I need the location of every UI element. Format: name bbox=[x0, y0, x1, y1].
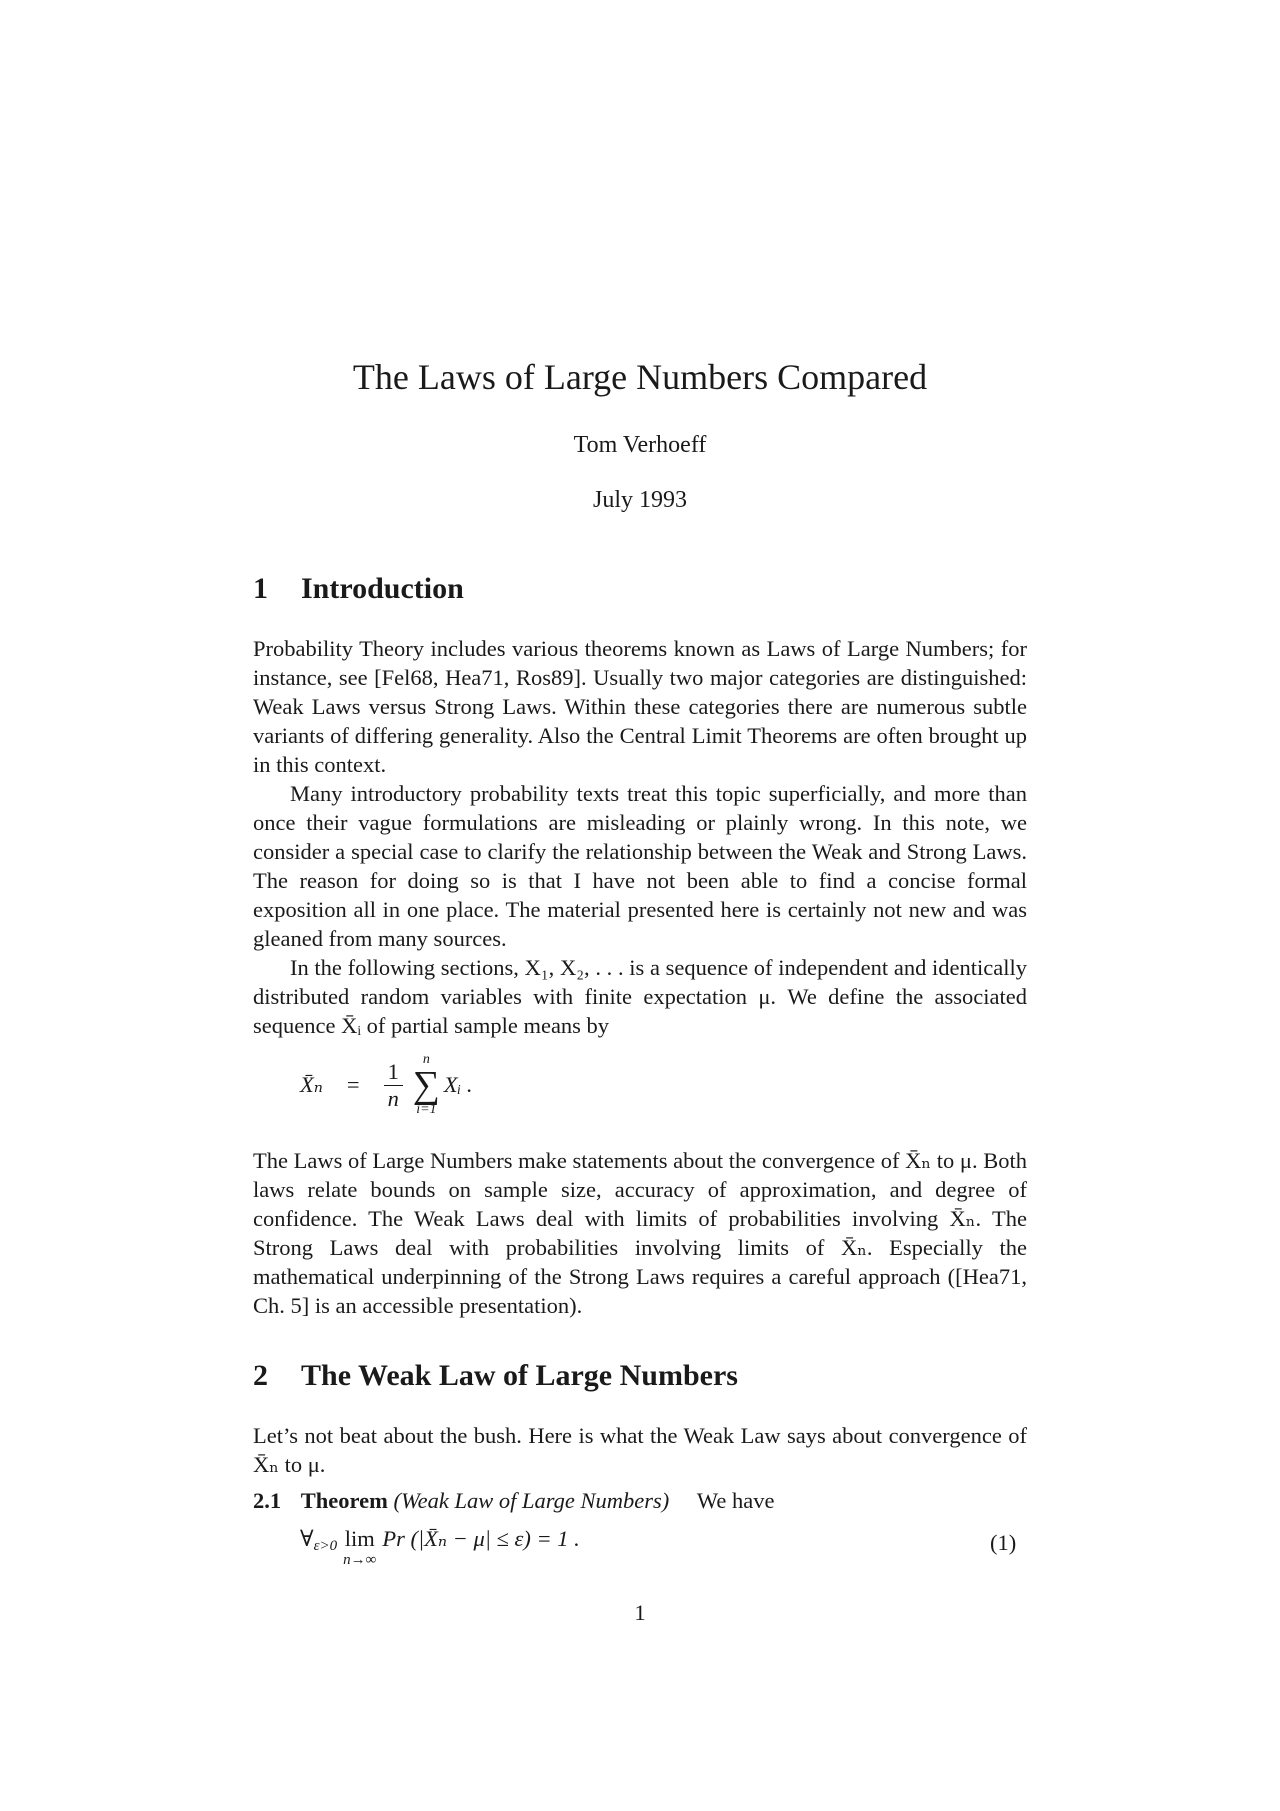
fraction-numerator: 1 bbox=[384, 1059, 403, 1086]
equation-number: (1) bbox=[990, 1530, 1017, 1555]
section-title: The Weak Law of Large Numbers bbox=[301, 1359, 738, 1392]
section-heading-weak-law bbox=[253, 1358, 738, 1394]
paragraph: In the following sections, X₁, X₂, . . . is a sequence of independent and identically distributed random variables with finite expectation μ. We define the associated sequence X̄ᵢ of partial sample means by bbox=[253, 955, 1027, 1038]
fraction bbox=[384, 1059, 403, 1112]
theorem-name: (Weak Law of Large Numbers) bbox=[393, 1488, 670, 1513]
paragraph: Let’s not beat about the bush. Here is what the Weak Law says about convergence of X̄ₙ to μ. bbox=[253, 1423, 1027, 1477]
section-heading-introduction bbox=[253, 571, 464, 607]
theorem-lead: We have bbox=[696, 1488, 775, 1513]
section-title: Introduction bbox=[301, 572, 464, 605]
introduction-conclusion bbox=[253, 1146, 1027, 1320]
paragraph: Probability Theory includes various theorems known as Laws of Large Numbers; for instance, see [Fel68, Hea71, Ros89]. Usually two major categories are distinguished: Weak Laws versus Strong Laws. Within these categories there are numerous subtle variants of differing generality. Also the Central Limit Theorems are often brought up in this context. bbox=[253, 636, 1027, 777]
section-number: 2 bbox=[253, 1359, 268, 1392]
forall-symbol: ∀ bbox=[300, 1526, 314, 1551]
lim-word: lim bbox=[344, 1526, 375, 1551]
sigma-symbol: ∑ bbox=[412, 1064, 440, 1106]
sum-lower-limit: i=1 bbox=[416, 1102, 437, 1117]
theorem-number: 2.1 bbox=[253, 1488, 282, 1513]
page-number: 1 bbox=[634, 1600, 646, 1625]
paragraph: Many introductory probability texts treat this topic superficially, and more than once their vague formulations are misleading or plainly wrong. In this note, we consider a special case to clarify the relationship between the Weak and Strong Laws. The reason for doing so is that I have not been able to find a concise formal exposition all in one place. The material presented here is certainly not new and was gleaned from many sources. bbox=[253, 781, 1027, 951]
paper-date: July 1993 bbox=[592, 487, 687, 513]
theorem-label: Theorem bbox=[300, 1488, 388, 1513]
fraction-denominator: n bbox=[387, 1085, 399, 1111]
paper-author: Tom Verhoeff bbox=[573, 432, 707, 458]
weak-law-body bbox=[253, 1421, 1027, 1479]
introduction-body bbox=[253, 634, 1027, 1040]
summand: Xᵢ . bbox=[443, 1072, 473, 1097]
probability-expression: Pr (|X̄ₙ − μ| ≤ ε) = 1 . bbox=[382, 1526, 580, 1551]
sample-mean-equation bbox=[300, 1052, 472, 1118]
paper-title: The Laws of Large Numbers Compared bbox=[352, 357, 928, 397]
sum-upper-limit: n bbox=[422, 1052, 430, 1067]
equals-sign: = bbox=[346, 1072, 360, 1097]
forall-subscript: ε>0 bbox=[313, 1538, 338, 1554]
section-number: 1 bbox=[253, 572, 268, 605]
lim-subscript: n→∞ bbox=[343, 1552, 377, 1568]
equation-lhs: X̄ₙ bbox=[300, 1072, 323, 1097]
paragraph: The Laws of Large Numbers make statements about the convergence of X̄ₙ to μ. Both laws relate bounds on sample size, accuracy of approximation, and degree of confidence. The Weak Laws deal with limits of probabilities involving X̄ₙ. The Strong Laws deal with probabilities involving limits of X̄ₙ. Especially the mathematical underpinning of the Strong Laws requires a careful approach ([Hea71, Ch. 5] is an accessible presentation). bbox=[253, 1148, 1027, 1318]
summation bbox=[413, 1052, 440, 1118]
weak-law-equation bbox=[300, 1526, 580, 1568]
theorem-2-1 bbox=[253, 1488, 774, 1514]
limit bbox=[343, 1526, 376, 1568]
